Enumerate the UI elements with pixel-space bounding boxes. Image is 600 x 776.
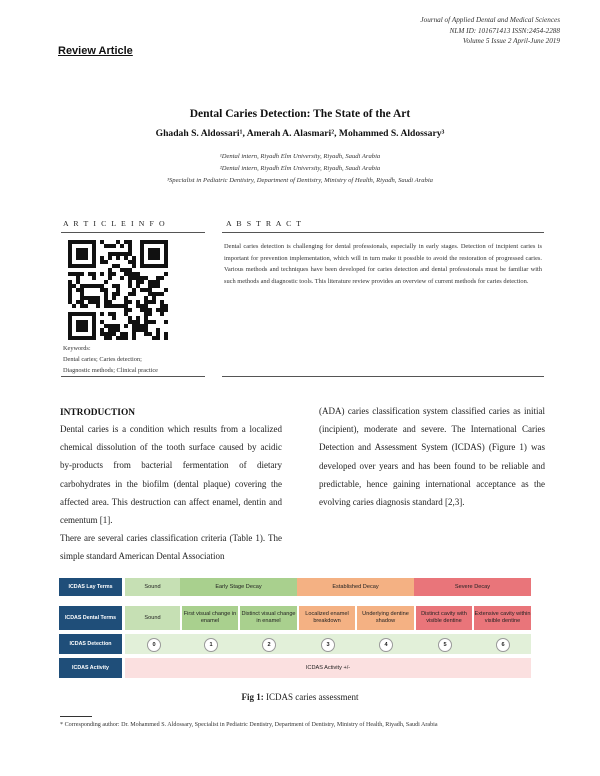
intro-paragraph-1: Dental caries is a condition which results from a localized chemical dissolution of the tooth surface caused by acidic by-products from bacterial fermentation of dietary carbohydrates in the biofilm (dental plaque) covering the affected area. This destruction can affect enamel, dentin and cementum [1]. <box>60 424 282 526</box>
journal-volume: Volume 5 Issue 2 April-June 2019 <box>462 37 560 45</box>
abstract-bottom-rule <box>222 376 544 377</box>
affiliation-3: ³Specialist in Pediatric Dentistry, Department of Dentistry, Ministry of Health, Riyadh, Saudi Arabia <box>167 177 433 184</box>
detection-code-5: 5 <box>438 638 452 652</box>
article-info-bottom-rule <box>61 376 205 377</box>
journal-name: Journal of Applied Dental and Medical Sciences <box>420 16 560 24</box>
footnote: * Corresponding author: Dr. Mohammed S. Aldossary, Specialist in Pediatric Dentistry, Department of Dentistry, Ministry of Health, Riyadh, Saudi Arabia <box>60 722 438 728</box>
detection-code-2: 2 <box>262 638 276 652</box>
dental-term-3: Localized enamel breakdown <box>299 606 355 630</box>
paper-title: Dental Caries Detection: The State of the Art <box>189 108 411 120</box>
figure-caption-text: ICDAS caries assessment <box>263 692 359 702</box>
keywords-line-2: Diagnostic methods; Clinical practice <box>63 366 158 374</box>
activity-cell: ICDAS Activity +/- <box>125 658 531 678</box>
dental-term-5: Distinct cavity with visible dentine <box>416 606 472 630</box>
detection-code-1: 1 <box>204 638 218 652</box>
qr-code[interactable] <box>68 240 168 340</box>
article-info-rule <box>61 232 205 233</box>
detection-code-0: 0 <box>147 638 161 652</box>
lay-term-sound: Sound <box>125 578 180 596</box>
figure-caption <box>0 692 600 702</box>
figure-caption-label: Fig 1: <box>241 692 264 702</box>
keywords <box>63 344 158 376</box>
dental-term-6: Extensive cavity within visible dentine <box>474 606 531 630</box>
intro-left-column <box>60 420 282 566</box>
footnote-rule <box>60 716 92 717</box>
keywords-label: Keywords: <box>63 345 91 352</box>
journal-ids: NLM ID: 101671413 ISSN:2454-2288 <box>449 26 560 35</box>
icdas-figure <box>59 577 531 681</box>
abstract-heading: A B S T R A C T <box>226 219 303 228</box>
dental-term-1: First visual change in enamel <box>182 606 238 630</box>
intro-right-column <box>319 402 545 511</box>
authors: Ghadah S. Aldossari¹, Amerah A. Alasmari², Mohammed S. Aldossary³ <box>155 128 445 139</box>
affiliation-1: ¹Dental intern, Riyadh Elm University, Riyadh, Saudi Arabia <box>219 153 381 160</box>
keywords-line-1: Dental caries; Caries detection; <box>63 355 142 363</box>
detection-code-3: 3 <box>321 638 335 652</box>
intro-paragraph-3: (ADA) caries classification system classified caries as initial (incipient), moderate and severe. The International Caries Detection and Assessment System (ICDAS) (Figure 1) was developed over years and has been found to be reliable and predictable, hence gaining international acceptance as the evolving caries diagnosis standard [2,3]. <box>319 406 545 508</box>
lay-term-early-stage: Early Stage Decay <box>180 578 297 596</box>
lay-term-established: Established Decay <box>297 578 414 596</box>
row-label-activity: ICDAS Activity <box>59 658 122 678</box>
row-label-detection: ICDAS Detection <box>59 634 122 654</box>
abstract-text: Dental caries detection is challenging for dental professionals, especially in early stages. Detection of incipient caries is important for prevention implementation, which will in turn make it possible to avoid the restoration of progressed caries. Various methods and techniques have been developed for caries detection and dental professionals must be familiar with such methods and diagnostic tools. This literature review provides an overview of current methods for caries detection. <box>224 243 542 285</box>
abstract-rule <box>222 232 544 233</box>
detection-code-4: 4 <box>379 638 393 652</box>
lay-term-severe: Severe Decay <box>414 578 531 596</box>
row-label-lay-terms: ICDAS Lay Terms <box>59 578 122 596</box>
dental-term-4: Underlying dentine shadow <box>357 606 414 630</box>
affiliation-2: ²Dental intern, Riyadh Elm University, Riyadh, Saudi Arabia <box>219 165 381 172</box>
dental-term-0: Sound <box>125 606 180 630</box>
detection-code-6: 6 <box>496 638 510 652</box>
row-label-dental-terms: ICDAS Dental Terms <box>59 606 122 630</box>
intro-paragraph-2: There are several caries classification criteria (Table 1). The simple standard American Dental Association <box>60 533 282 562</box>
journal-header <box>420 15 560 47</box>
dental-term-2: Distinct visual change in enamel <box>240 606 297 630</box>
introduction-heading: INTRODUCTION <box>60 408 136 418</box>
article-type: Review Article <box>58 45 133 57</box>
article-info-heading: A R T I C L E I N F O <box>63 219 167 228</box>
